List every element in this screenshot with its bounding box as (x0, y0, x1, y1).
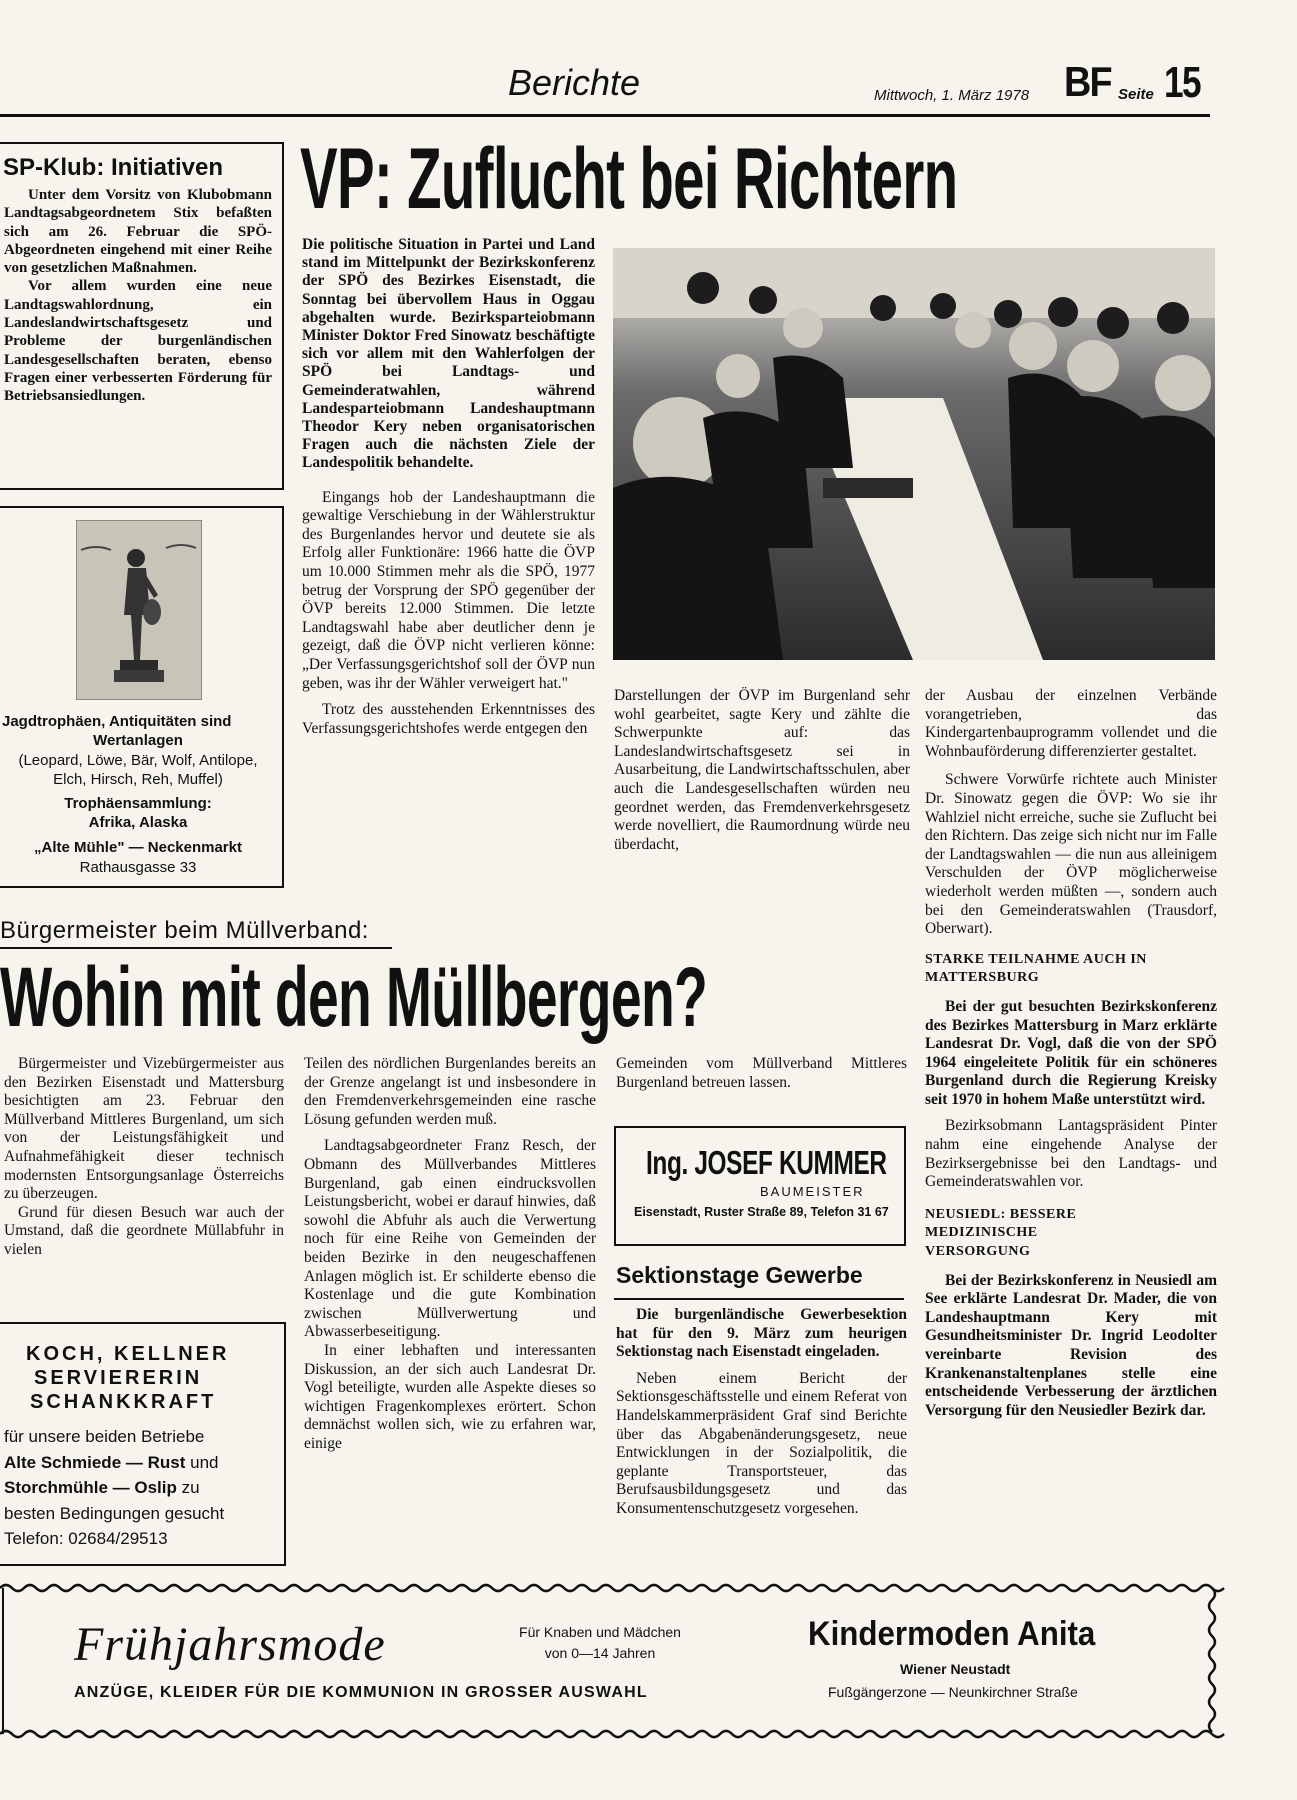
main-article-col2 (614, 687, 910, 854)
main-p8: Bei der Bezirkskonferenz in Neusiedl am See erklärte Landesrat Dr. Mader, die von Landeshauptmann Kery mit Gesundheitsminister Dr. Ingrid Leodolter vereinbarte Revision des Krankenanstaltenplanes stelle eine entscheidende Verbesserung der ärztlichen Versorgung für den Neusiedler Bezirk dar. (925, 1271, 1217, 1419)
newspaper-logo: BF (1064, 58, 1111, 105)
ad-anita-age (470, 1622, 730, 1664)
trophy-figure-image (76, 520, 202, 700)
sp-klub-body (4, 186, 272, 406)
sp-klub-title: SP-Klub: Initiativen (3, 154, 224, 181)
ad-koch-line3: SCHANKKRAFT (30, 1391, 217, 1413)
main-subhead-neusiedl: NEUSIEDL: BESSERE MEDIZINISCHE VERSORGUNG (925, 1206, 1077, 1260)
ad-muehle-line4: Elch, Hirsch, Reh, Muffel) (53, 771, 223, 789)
ad-koch-line1: KOCH, KELLNER (26, 1343, 230, 1365)
ad-koch-line5 (4, 1450, 274, 1476)
page-label: Seite (1118, 86, 1154, 103)
main-p3: Darstellungen der ÖVP im Burgenland sehr wohl gearbeitet, sagte Kery und zählte die Schwerpunkte auf: das Landeslandwirtschaftsgesetz sei in Ausarbeitung, die Landwirtschaftsschulen, aber auch die Landesgesellschaften würden neu geordnet werden, das Fremdenverkehrsgesetz werde novelliert, die Raumordnung würde neu überdacht, (614, 687, 910, 853)
ad-muehle-line1: Jagdtrophäen, Antiquitäten sind (2, 713, 232, 730)
ad-muehle-line8: Rathausgasse 33 (79, 858, 197, 876)
muell-p5: In einer lebhaften und interessanten Diskussion, an der sich auch Landesrat Dr. Vogl beteiligte, wurden alle Aspekte dieses so wichtigen Fragenkomplexes erörtert. Schon demnächst wollen sich, wie zu erfahren war, einige (304, 1341, 596, 1452)
ad-koch-line6b: zu (181, 1478, 200, 1497)
ad-kummer-address: Eisenstadt, Ruster Straße 89, Telefon 31 67 (634, 1205, 889, 1219)
main-headline: VP: Zuflucht bei Richtern (300, 131, 958, 227)
ad-muehle-line5: Trophäensammlung: (64, 794, 212, 812)
ad-koch-line8: Telefon: 02684/29513 (4, 1529, 168, 1548)
main-article-col3 (925, 687, 1217, 1420)
sp-klub-p1: Unter dem Vorsitz von Klubobmann Landtagsabgeordnetem Stix befaßten sich am 26. Februar die SPÖ-Abgeordneten eingehend mit einer Reihe von gesetzlichen Maßnahmen. (4, 187, 272, 277)
main-p4: der Ausbau der einzelnen Verbände vorangetrieben, das Kindergartenbauprogramm vollendet und die Wohnbauförderung differenzierter gestaltet. (925, 687, 1217, 760)
ad-koch-line4: für unsere beiden Betriebe (4, 1427, 205, 1446)
main-subhead-mattersburg: STARKE TEILNAHME AUCH IN MATTERSBURG (925, 951, 1147, 986)
ad-anita-age2: von 0—14 Jahren (544, 1645, 656, 1661)
issue-date: Mittwoch, 1. März 1978 (874, 87, 1030, 104)
ad-koch-body (4, 1424, 274, 1552)
ad-anita-age1: Für Knaben und Mädchen (519, 1624, 681, 1640)
ad-koch-line6a: Storchmühle — Oslip (4, 1478, 177, 1497)
gewerbe-p2: Neben einem Bericht der Sektionsgeschäftsstelle und einem Referat von Handelskammerpräsident Graf sind Berichte über das Abgabenänderungsgesetz, neue Entwicklungen in der Sozialpolitik, die geplante Transportsteuer, das Berufsausbildungsgesetz und das Konsumentenschutzgesetz vorgesehen. (616, 1369, 907, 1517)
ad-anita-name: Kindermoden Anita (808, 1615, 1096, 1653)
muell-headline: Wohin mit den Müllbergen? (0, 950, 708, 1044)
ad-koch-line5a: Alte Schmiede — Rust (4, 1452, 186, 1472)
muell-p4: Landtagsabgeordneter Franz Resch, der Obmann des Müllverbandes Mittleres Burgenland, gab einen eindrucksvollen Leistungsbericht, wobei er darauf hinwies, daß sowohl die Abfuhr als auch die Verwertung noch für eine Reihe von Gemeinden der beiden Bezirke in den neugeschaffenen Anlagen möglich ist. Er schilderte ebenso die Kostenlage und die gute Kombination zwischen Müllverwertung und Abwasserbeseitigung. (304, 1137, 596, 1341)
ad-koch-headings (26, 1342, 229, 1414)
section-title: Berichte (508, 62, 641, 103)
main-p2: Trotz des ausstehenden Erkenntnisses des Verfassungsgerichtshofes werde entgegen den (302, 701, 595, 737)
ad-koch-line5b: und (190, 1452, 219, 1472)
muell-kicker-rule (0, 947, 392, 949)
ad-koch-line7: besten Bedingungen gesucht (4, 1503, 225, 1523)
ad-muehle-text (2, 712, 274, 877)
muell-col2 (304, 1055, 596, 1453)
page-number: 15 (1164, 58, 1200, 107)
ad-muehle-line3: (Leopard, Löwe, Bär, Wolf, Antilope, (18, 751, 258, 769)
ad-muehle-line6: Afrika, Alaska (88, 814, 188, 832)
ad-koch-line2: SERVIERERIN (34, 1367, 203, 1389)
main-p5: Schwere Vorwürfe richtete auch Minister Dr. Sinowatz gegen die ÖVP: Wo sie ihr Wahlziel nicht erreiche, suche sie Zuflucht bei den Richtern. Das zeige sich nicht nur im Falle der Landtagswahlen — die nun aus alleinigem Verschulden der ÖVP möglicherweise wiederholt werden müßten —, sondern auch bei den Gemeinderatswahlen (Trausdorf, Oberwart). (925, 771, 1217, 938)
sp-klub-p2: Vor allem wurden eine neue Landtagswahlordnung, ein Landeslandwirtschaftsgesetz und Probleme der burgenländischen Landesgesellschaften beraten, ebenso Fragen einer verbesserten Förderung für Betriebsansiedlungen. (4, 278, 272, 405)
ad-anita-city: Wiener Neustadt (900, 1661, 1011, 1677)
ad-koch-line6 (4, 1475, 274, 1501)
muell-p1: Bürgermeister und Vizebürgermeister aus den Bezirken Eisenstadt und Mattersburg besichtigten am 23. Februar den Müllverband Mittleres Burgenland, um sich von der Leistungsfähigkeit und Aufnahmefähigkeit dieser technisch modernsten Entsorgungsanlage Österreichs zu überzeugen. (4, 1055, 284, 1203)
main-p1: Eingangs hob der Landeshauptmann die gewaltige Verschiebung in der Wählerstruktur des Burgenlandes hervor und deutete sie als Erfolg aller Funktionäre: 1966 hatte die ÖVP um 10.000 Stimmen mehr als die SPÖ, 1977 betrug der Vorsprung der SPÖ gegenüber der ÖVP bereits 12.000 Stimmen. Die letzte Landtagswahl habe aber deutlicher denn je gezeigt, daß die ÖVP nicht verlieren könne: „Der Verfassungsgerichtshof soll der ÖVP nun geben, was ihr der Wähler verweigert hat." (302, 488, 595, 692)
main-article-col1 (302, 236, 595, 738)
muell-p6: Gemeinden vom Müllverband Mittleres Burgenland betreuen lassen. (616, 1055, 907, 1091)
conference-photo (613, 248, 1215, 660)
ad-anita-script: Frühjahrsmode (74, 1618, 386, 1671)
masthead-rule (0, 114, 1210, 117)
ad-anita-street: Fußgängerzone — Neunkirchner Straße (828, 1684, 1078, 1700)
gewerbe-headline: Sektionstage Gewerbe (616, 1262, 863, 1288)
ad-kummer-title: BAUMEISTER (760, 1184, 865, 1199)
gewerbe-rule (614, 1298, 904, 1300)
main-lead: Die politische Situation in Partei und Land stand im Mittelpunkt der Bezirkskonferenz der SPÖ des Bezirkes Eisenstadt, die Sonntag bei übervollem Haus in Oggau abgehalten wurde. Bezirksparteiobmann Minister Doktor Fred Sinowatz beschäftigte sich vor allem mit den Wahlerfolgen der SPÖ bei Landtags- und Gemeinderatwahlen, während Landesparteiobmann Landeshauptmann Theodor Kery neben organisatorischen Fragen auch die nächsten Ziele der Landespolitik behandelte. (302, 236, 595, 472)
ad-muehle-line2: Wertanlagen (93, 732, 183, 750)
ad-kummer-name: Ing. JOSEF KUMMER (646, 1144, 887, 1181)
gewerbe-col (616, 1306, 907, 1519)
ad-muehle-line7: „Alte Mühle" — Neckenmarkt (33, 839, 242, 857)
muell-p2: Grund für diesen Besuch war auch der Umstand, daß die geordnete Müllabfuhr in vielen (4, 1203, 284, 1258)
muell-kicker: Bürgermeister beim Müllverband: (0, 917, 369, 944)
muell-col1 (4, 1055, 284, 1260)
muell-p3: Teilen des nördlichen Burgenlandes bereits an der Grenze angelangt ist und insbesondere in den Fremdenverkehrsgemeinden eine rasche Lösung gefunden werden muß. (304, 1055, 596, 1128)
main-p7: Bezirksobmann Lantagspräsident Pinter nahm eine eingehende Analyse der Bezirksergebnisse bei den Landtags- und Gemeinderatswahlen vor. (925, 1117, 1217, 1191)
gewerbe-p1: Die burgenländische Gewerbesektion hat für den 9. März zum heurigen Sektionstag nach Eisenstadt eingeladen. (616, 1306, 907, 1361)
muell-col3 (616, 1055, 907, 1092)
main-p6: Bei der gut besuchten Bezirkskonferenz des Bezirkes Mattersburg in Marz erklärte Landesrat Dr. Vogl, daß die von der SPÖ 1964 eingeleitete Politik für ein schöneres Burgenland durch die Regierung Kreisky seit 1970 in hohem Maße unterstützt wird. (925, 997, 1217, 1108)
ad-anita-bottom: ANZÜGE, KLEIDER FÜR DIE KOMMUNION IN GROSSER AUSWAHL (74, 1684, 648, 1701)
